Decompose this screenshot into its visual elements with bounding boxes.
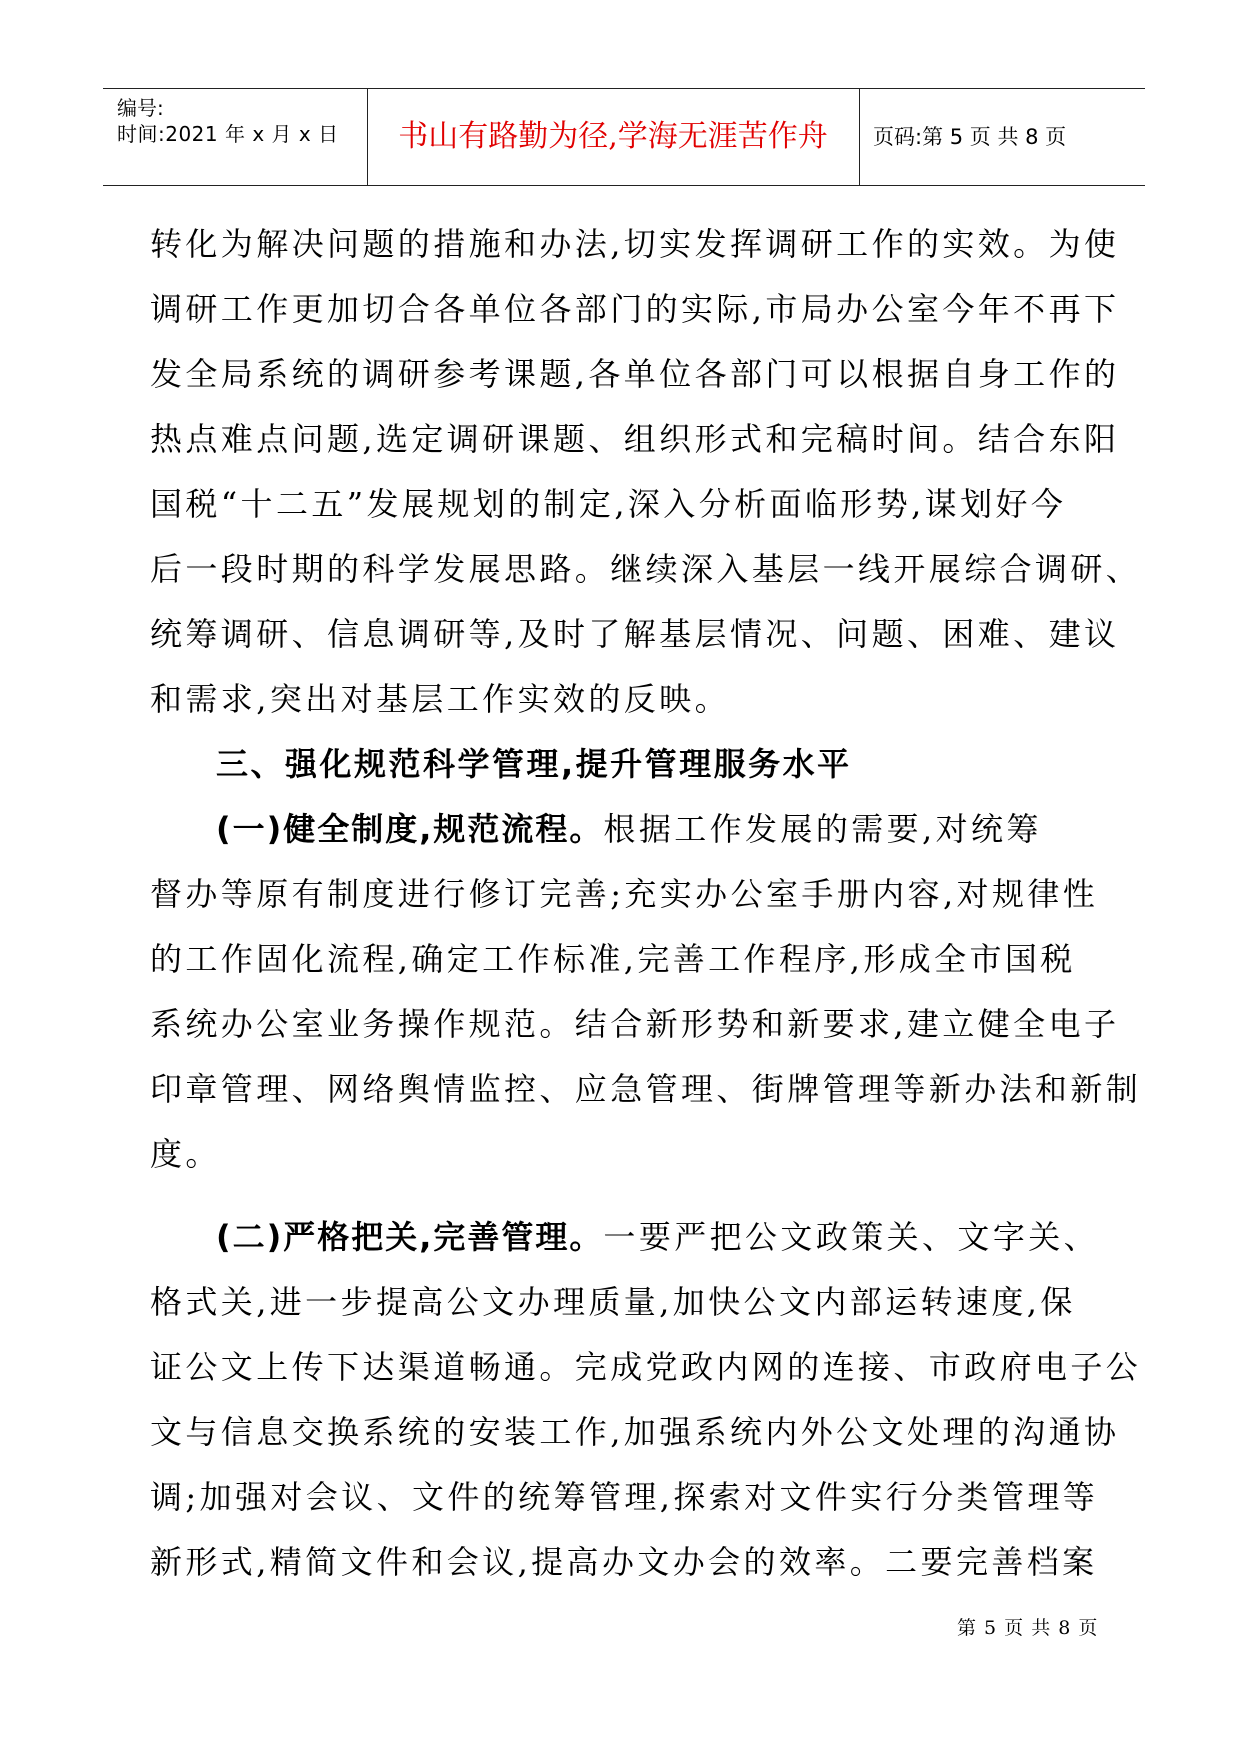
document-body xyxy=(150,212,1142,1595)
header-motto: 书山有路勤为径,学海无涯苦作舟 xyxy=(398,119,828,154)
body-line: 督办等原有制度进行修订完善;充实办公室手册内容,对规律性 xyxy=(150,875,1099,913)
paragraph-first-line xyxy=(150,797,1095,862)
body-line: 后一段时期的科学发展思路。继续深入基层一线开展综合调研、 xyxy=(150,550,1142,588)
body-line: 发全局系统的调研参考课题,各单位各部门可以根据自身工作的 xyxy=(150,355,1120,393)
body-line: 证公文上传下达渠道畅通。完成党政内网的连接、市政府电子公 xyxy=(150,1348,1142,1386)
subsection-lead: (一)健全制度,规范流程。 xyxy=(216,810,604,848)
body-line: 和需求,突出对基层工作实效的反映。 xyxy=(150,680,730,718)
section-heading: 三、强化规范科学管理,提升管理服务水平 xyxy=(216,745,852,783)
body-line: 转化为解决问题的措施和办法,切实发挥调研工作的实效。为使 xyxy=(150,225,1120,263)
number-label: 编号: xyxy=(117,96,164,120)
header-divider xyxy=(859,89,860,185)
body-line: 格式关,进一步提高公文办理质量,加快公文内部运转速度,保 xyxy=(150,1283,1076,1321)
paragraph-text: 根据工作发展的需要,对统筹 xyxy=(603,810,1042,848)
body-line: 国税“十二五”发展规划的制定,深入分析面临形势,谋划好今 xyxy=(150,485,1067,523)
paragraph-gap xyxy=(150,1187,1095,1205)
body-line: 调研工作更加切合各单位各部门的实际,市局办公室今年不再下 xyxy=(150,290,1120,328)
body-line: 系统办公室业务操作规范。结合新形势和新要求,建立健全电子 xyxy=(150,1005,1120,1043)
header-page-code: 页码:第 5 页 共 8 页 xyxy=(873,125,1067,149)
paragraph-text: 一要严把公文政策关、文字关、 xyxy=(603,1218,1100,1256)
paragraph-first-line xyxy=(150,1205,1100,1270)
body-line: 的工作固化流程,确定工作标准,完善工作程序,形成全市国税 xyxy=(150,940,1076,978)
body-line: 统筹调研、信息调研等,及时了解基层情况、问题、困难、建议 xyxy=(150,615,1120,653)
page-header xyxy=(103,88,1145,186)
body-line: 热点难点问题,选定调研课题、组织形式和完稿时间。结合东阳 xyxy=(150,420,1120,458)
body-line: 文与信息交换系统的安装工作,加强系统内外公文处理的沟通协 xyxy=(150,1413,1120,1451)
time-label: 时间:2021 年 x 月 x 日 xyxy=(117,122,339,146)
subsection-lead: (二)严格把关,完善管理。 xyxy=(216,1218,604,1256)
body-line: 调;加强对会议、文件的统筹管理,探索对文件实行分类管理等 xyxy=(150,1478,1099,1516)
page-footer: 第 5 页 共 8 页 xyxy=(957,1617,1099,1639)
body-line: 度。 xyxy=(150,1135,221,1173)
body-line: 新形式,精简文件和会议,提高办文办会的效率。二要完善档案 xyxy=(150,1543,1098,1581)
body-line: 印章管理、网络舆情监控、应急管理、街牌管理等新办法和新制 xyxy=(150,1070,1142,1108)
